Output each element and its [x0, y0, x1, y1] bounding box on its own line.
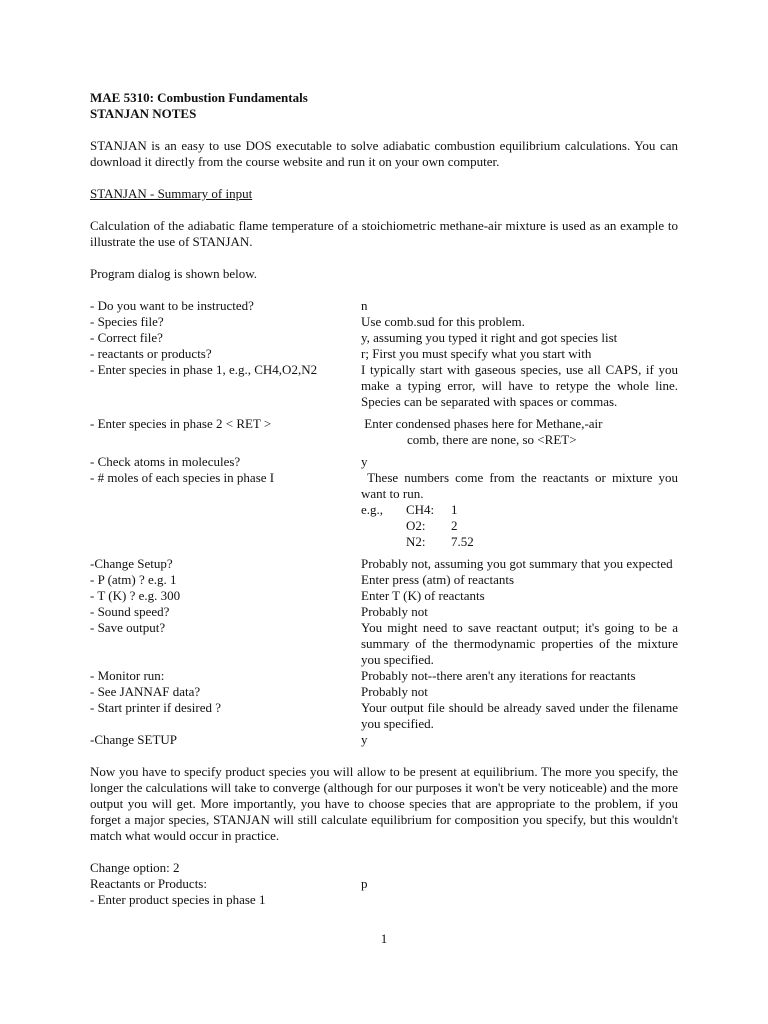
dialog-row	[90, 346, 678, 362]
dialog-prompt: - See JANNAF data?	[90, 684, 201, 699]
section-title: STANJAN - Summary of input	[90, 186, 253, 201]
dialog-response: Probably not, assuming you got summary that you expected	[361, 556, 673, 571]
dialog-response: n	[361, 298, 368, 313]
dialog-row	[90, 700, 678, 732]
mole-prefix	[361, 534, 406, 550]
dialog-prompt: - Enter species in phase 2 < RET >	[90, 416, 272, 431]
dialog-row	[90, 620, 678, 668]
reactants-label: Reactants or Products:	[90, 876, 207, 891]
dialog-row	[90, 416, 678, 448]
dialog-response: Enter condensed phases here for Methane,-air	[361, 416, 603, 431]
dialog-prompt: - Correct file?	[90, 330, 163, 345]
dialog-prompt: - Do you want to be instructed?	[90, 298, 254, 313]
dialog-prompt: - Species file?	[90, 314, 164, 329]
mole-value: 7.52	[451, 534, 474, 549]
mole-row	[361, 518, 678, 534]
mole-species: O2:	[406, 518, 426, 533]
dialog-row	[90, 298, 678, 314]
dialog-prompt: -Change SETUP	[90, 732, 178, 747]
dialog-prompt: - P (atm) ? e.g. 1	[90, 572, 177, 587]
dialog-response-continued: comb, there are none, so <RET>	[407, 432, 577, 447]
dialog-response-block	[361, 416, 678, 448]
course-title: MAE 5310: Combustion Fundamentals	[90, 90, 308, 105]
dialog-row	[90, 732, 678, 748]
dialog-row	[90, 668, 678, 684]
dialog-response: Use comb.sud for this problem.	[361, 314, 525, 329]
dialog-prompt: - Save output?	[90, 620, 166, 635]
dialog-prompt: - T (K) ? e.g. 300	[90, 588, 181, 603]
mole-table	[361, 502, 678, 550]
dialog-prompt: - Sound speed?	[90, 604, 170, 619]
dialog-row	[90, 314, 678, 330]
dialog-prompt: - Enter species in phase 1, e.g., CH4,O2,N2	[90, 362, 318, 377]
dialog-prompt: - reactants or products?	[90, 346, 212, 361]
dialog-response: Enter T (K) of reactants	[361, 588, 485, 603]
dialog-response: These numbers come from the reactants or mixture you want to run.	[361, 470, 682, 501]
dialog-row	[90, 454, 678, 470]
reactants-products-row	[90, 876, 678, 892]
dialog-row	[90, 684, 678, 700]
dialog-response-block	[361, 470, 682, 550]
dialog-response: Your output file should be already saved under the filename you specified.	[361, 700, 678, 731]
mole-species: N2:	[406, 534, 426, 549]
dialog-response: y	[361, 732, 368, 747]
dialog-row	[90, 330, 678, 346]
dialog-row	[90, 604, 678, 620]
dialog-response: r; First you must specify what you start with	[361, 346, 592, 361]
products-paragraph: Now you have to specify product species you will allow to be present at equilibrium. The more you specify, the longer the calculations will take to converge (although for our purposes it won't be very noticeable) and the more output you will get. More importantly, you have to choose species that are appropriate to the problem, if you forget a major species, STANJAN will still calculate equilibrium for composition you specify, but this wouldn't match what would occur in practice.	[90, 764, 678, 843]
dialog-row	[90, 362, 678, 410]
change-option-line: Change option: 2	[90, 860, 180, 875]
dialog-row	[90, 470, 682, 550]
dialog-prompt: - # moles of each species in phase I	[90, 470, 275, 485]
document-content	[90, 90, 682, 908]
dialog-intro: Program dialog is shown below.	[90, 266, 258, 281]
dialog-prompt: - Start printer if desired ?	[90, 700, 222, 715]
mole-prefix	[361, 518, 406, 534]
dialog-response: Enter press (atm) of reactants	[361, 572, 515, 587]
dialog-prompt: -Change Setup?	[90, 556, 173, 571]
reactants-value: p	[361, 876, 368, 891]
mole-value: 1	[451, 502, 458, 517]
mole-row	[361, 534, 678, 550]
mole-prefix: e.g.,	[361, 502, 384, 517]
dialog-row	[90, 588, 678, 604]
example-paragraph: Calculation of the adiabatic flame temperature of a stoichiometric methane-air mixture is used as an example to illustrate the use of STANJAN.	[90, 218, 678, 249]
page-number: 1	[380, 931, 388, 946]
dialog-prompt: - Check atoms in molecules?	[90, 454, 241, 469]
dialog-response: Probably not	[361, 684, 428, 699]
dialog-response: You might need to save reactant output; it's going to be a summary of the thermodynamic properties of the mixture you specified.	[361, 620, 678, 667]
dialog-row	[90, 572, 678, 588]
mole-row	[361, 502, 678, 518]
mole-value: 2	[451, 518, 458, 533]
notes-title: STANJAN NOTES	[90, 106, 197, 121]
dialog-response: y	[361, 454, 368, 469]
dialog-response: I typically start with gaseous species, use all CAPS, if you make a typing error, will have to retype the whole line. Species can be separated with spaces or commas.	[361, 362, 678, 409]
dialog-response: Probably not--there aren't any iterations for reactants	[361, 668, 636, 683]
dialog-response: y, assuming you typed it right and got species list	[361, 330, 618, 345]
dialog-response: Probably not	[361, 604, 428, 619]
mole-species: CH4:	[406, 502, 435, 517]
program-dialog	[90, 298, 682, 748]
dialog-row	[90, 556, 678, 572]
dialog-prompt: - Monitor run:	[90, 668, 165, 683]
intro-paragraph: STANJAN is an easy to use DOS executable to solve adiabatic combustion equilibrium calculations. You can download it directly from the course website and run it on your own computer.	[90, 138, 678, 169]
enter-product-line: - Enter product species in phase 1	[90, 892, 266, 907]
